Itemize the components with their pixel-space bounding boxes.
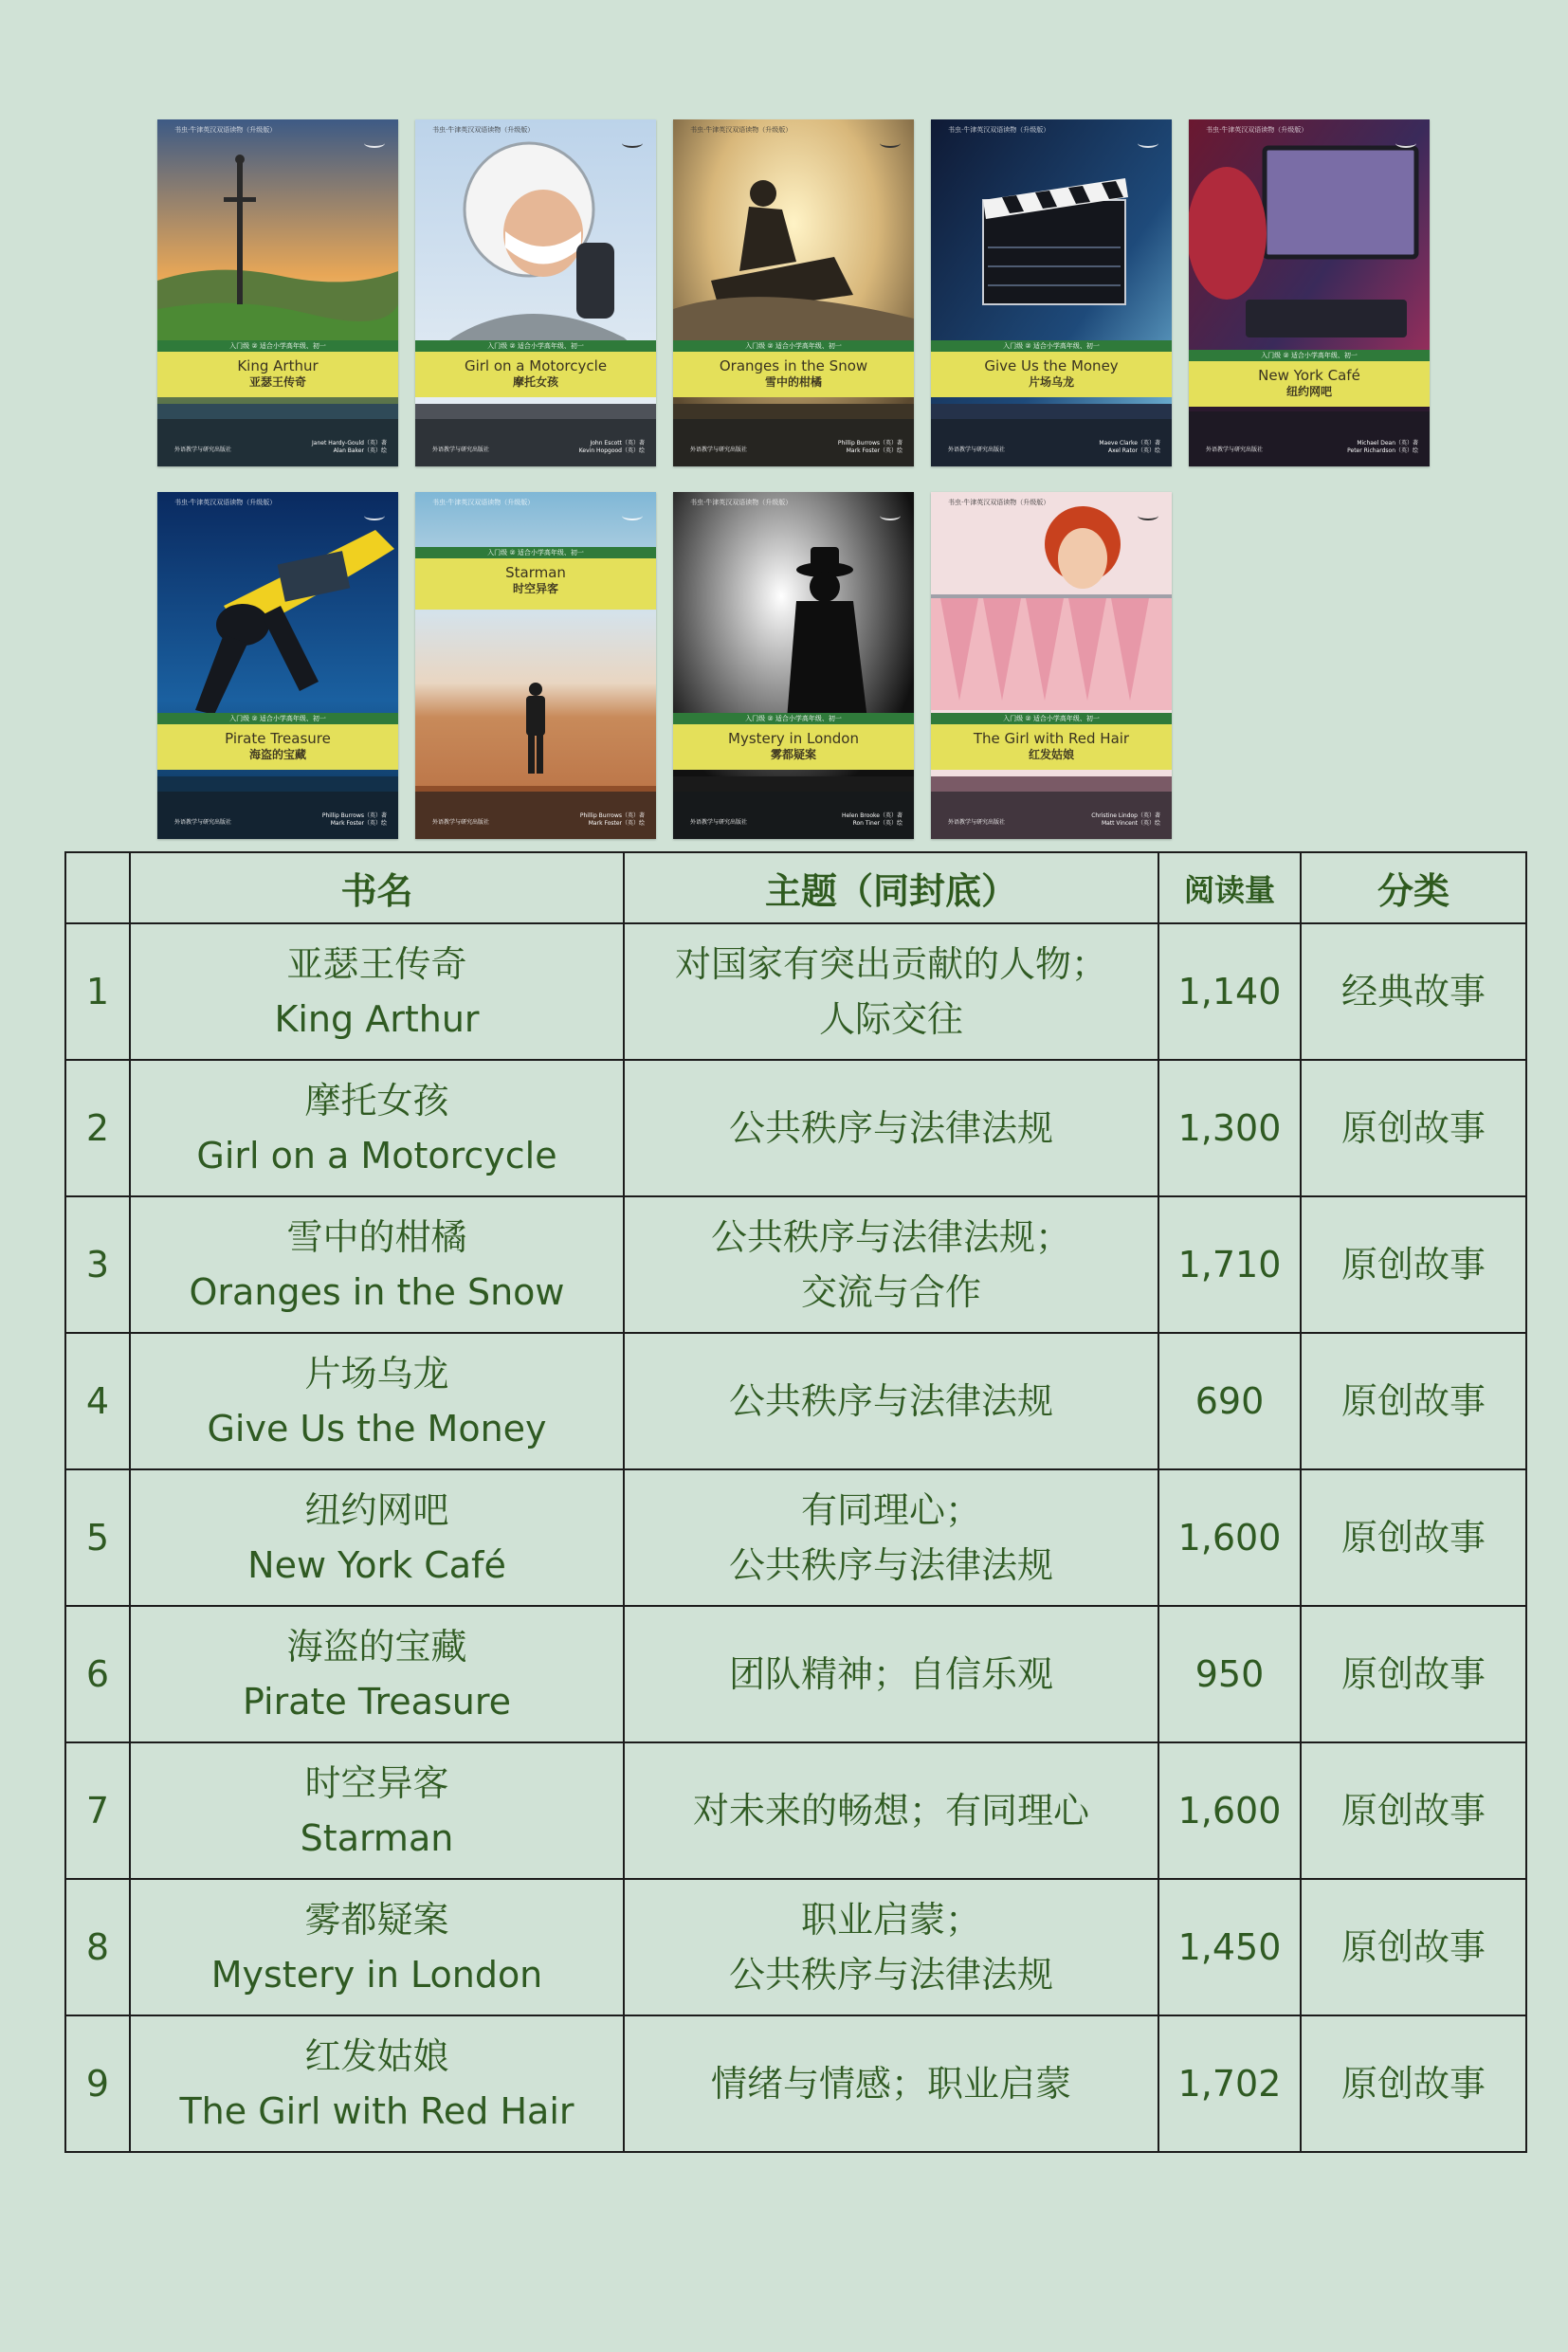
- book-title-en: The Girl with Red Hair: [179, 2090, 574, 2132]
- cover-level-strip: 入门级 ② 适合小学高年级、初一: [673, 713, 914, 724]
- cover-illustrator: Kevin Hopgood（英）绘: [578, 447, 645, 454]
- publisher-logo-icon: [622, 138, 643, 148]
- row-number: 6: [65, 1606, 130, 1742]
- cover-footer: [415, 419, 656, 466]
- book-title-zh: 雾都疑案: [304, 1899, 449, 1941]
- theme-line: 人际交往: [818, 998, 963, 1040]
- cover-title-band: [415, 558, 656, 610]
- cover-footer: [931, 419, 1172, 466]
- row-number: 5: [65, 1469, 130, 1606]
- book-title-zh: 摩托女孩: [304, 1080, 449, 1121]
- book-title-cell: [130, 1606, 624, 1742]
- table-row: [65, 1469, 1526, 1606]
- cover-title-zh: 片场乌龙: [1028, 375, 1074, 389]
- reads-cell: 1,450: [1158, 1879, 1301, 2015]
- theme-line: 对国家有突出贡献的人物；: [674, 943, 1107, 985]
- table-row: [65, 1333, 1526, 1469]
- cover-authors: [322, 812, 387, 828]
- cover-series-label: 书虫·牛津英汉双语读物（升级版）: [690, 499, 793, 506]
- cover-starman[interactable]: [415, 492, 656, 839]
- reads-cell: 1,710: [1158, 1196, 1301, 1333]
- publisher-logo-icon: [880, 511, 901, 520]
- cover-title-en: Pirate Treasure: [225, 730, 331, 747]
- theme-line: 公共秩序与法律法规: [728, 1544, 1053, 1586]
- cover-author: Maeve Clarke（英）著: [1099, 440, 1160, 447]
- cover-footer: [673, 419, 914, 466]
- cover-illustrator: Mark Foster（英）绘: [330, 820, 387, 827]
- cover-title-zh: 雪中的柑橘: [764, 375, 822, 389]
- cover-footer: [157, 792, 398, 839]
- cover-king-arthur[interactable]: [157, 119, 398, 466]
- publisher-logo-icon: [364, 511, 385, 520]
- header-theme: 主题（同封底）: [624, 852, 1158, 923]
- cover-title-band: [673, 724, 914, 770]
- cover-new-york-cafe[interactable]: [1189, 119, 1430, 466]
- cover-series-label: 书虫·牛津英汉双语读物（升级版）: [432, 499, 535, 506]
- book-title-zh: 时空异客: [304, 1762, 449, 1804]
- book-title-zh: 海盗的宝藏: [286, 1626, 467, 1668]
- cover-author: Phillip Burrows（英）著: [579, 812, 645, 819]
- cover-publisher: 外语教学与研究出版社: [432, 819, 490, 826]
- cover-publisher: 外语教学与研究出版社: [174, 447, 232, 453]
- cover-authors: [312, 440, 387, 455]
- theme-cell: [624, 1879, 1158, 2015]
- cover-illustrator: Peter Richardson（英）绘: [1347, 447, 1418, 454]
- cover-level-strip: 入门级 ② 适合小学高年级、初一: [415, 547, 656, 558]
- table-row: [65, 1879, 1526, 2015]
- cover-authors: [842, 812, 903, 828]
- row-number: 3: [65, 1196, 130, 1333]
- cover-give-us-the-money[interactable]: [931, 119, 1172, 466]
- theme-cell: [624, 1196, 1158, 1333]
- row-number: 8: [65, 1879, 130, 2015]
- category-cell: 原创故事: [1301, 1606, 1526, 1742]
- cover-title-en: Girl on a Motorcycle: [464, 357, 608, 374]
- cover-title-en: King Arthur: [237, 357, 319, 374]
- cover-title-en: Starman: [505, 564, 566, 581]
- table-header-row: [65, 852, 1526, 923]
- cover-series-label: 书虫·牛津英汉双语读物（升级版）: [174, 126, 277, 134]
- header-category: 分类: [1301, 852, 1526, 923]
- cover-author: Phillip Burrows（英）著: [837, 440, 903, 447]
- theme-line: 公共秩序与法律法规: [728, 1380, 1053, 1422]
- cover-art-diver: [157, 492, 398, 839]
- cover-title-zh: 纽约网吧: [1285, 385, 1332, 398]
- cover-level-strip: 入门级 ② 适合小学高年级、初一: [157, 340, 398, 352]
- reads-cell: 950: [1158, 1606, 1301, 1742]
- cover-art-red-haired-girl: [931, 492, 1172, 839]
- cover-publisher: 外语教学与研究出版社: [690, 819, 748, 826]
- book-title-cell: [130, 2015, 624, 2152]
- cover-level-strip: 入门级 ② 适合小学高年级、初一: [673, 340, 914, 352]
- header-reads: 阅读量: [1158, 852, 1301, 923]
- cover-authors: [838, 440, 903, 455]
- category-cell: 原创故事: [1301, 2015, 1526, 2152]
- book-title-en: Mystery in London: [210, 1954, 543, 1996]
- cover-oranges-in-the-snow[interactable]: [673, 119, 914, 466]
- cover-footer: [931, 792, 1172, 839]
- cover-art-clapperboard: [931, 119, 1172, 466]
- cover-illustrator: Alan Baker（英）绘: [333, 447, 387, 454]
- cover-title-zh: 雾都疑案: [770, 748, 816, 761]
- reads-cell: 1,300: [1158, 1060, 1301, 1196]
- book-title-cell: [130, 1469, 624, 1606]
- cover-girl-on-a-motorcycle[interactable]: [415, 119, 656, 466]
- category-cell: 经典故事: [1301, 923, 1526, 1060]
- category-cell: 原创故事: [1301, 1469, 1526, 1606]
- publisher-logo-icon: [1138, 138, 1158, 148]
- cover-publisher: 外语教学与研究出版社: [948, 819, 1006, 826]
- publisher-logo-icon: [622, 511, 643, 520]
- cover-authors: [1347, 440, 1418, 455]
- table-row: [65, 1196, 1526, 1333]
- category-cell: 原创故事: [1301, 1060, 1526, 1196]
- cover-series-label: 书虫·牛津英汉双语读物（升级版）: [948, 499, 1050, 506]
- theme-line: 对未来的畅想；有同理心: [692, 1790, 1089, 1832]
- category-cell: 原创故事: [1301, 1742, 1526, 1879]
- book-title-zh: 雪中的柑橘: [286, 1216, 467, 1258]
- cover-illustrator: Axel Rator（英）绘: [1108, 447, 1160, 454]
- cover-level-strip: 入门级 ② 适合小学高年级、初一: [157, 713, 398, 724]
- cover-level-strip: 入门级 ② 适合小学高年级、初一: [931, 340, 1172, 352]
- cover-authors: [579, 440, 645, 455]
- publisher-logo-icon: [1138, 511, 1158, 520]
- book-title-cell: [130, 1742, 624, 1879]
- theme-line: 公共秩序与法律法规: [728, 1954, 1053, 1996]
- cover-title-band: [415, 352, 656, 397]
- cover-footer: [673, 792, 914, 839]
- row-number: 7: [65, 1742, 130, 1879]
- theme-line: 公共秩序与法律法规；: [710, 1216, 1071, 1258]
- book-title-cell: [130, 923, 624, 1060]
- cover-art-silhouette-in-fog: [673, 492, 914, 839]
- book-title-cell: [130, 1879, 624, 2015]
- book-title-cell: [130, 1060, 624, 1196]
- cover-art-snowmobile: [673, 119, 914, 466]
- cover-level-strip: 入门级 ② 适合小学高年级、初一: [931, 713, 1172, 724]
- cover-title-band: [931, 724, 1172, 770]
- table-row: [65, 1060, 1526, 1196]
- row-number: 4: [65, 1333, 130, 1469]
- theme-line: 团队精神；自信乐观: [728, 1653, 1053, 1695]
- cover-title-zh: 摩托女孩: [512, 375, 558, 389]
- cover-title-band: [157, 724, 398, 770]
- book-title-en: Girl on a Motorcycle: [196, 1135, 557, 1176]
- book-title-cell: [130, 1333, 624, 1469]
- table-row: [65, 2015, 1526, 2152]
- cover-title-zh: 时空异客: [512, 582, 558, 595]
- cover-title-en: Mystery in London: [728, 730, 859, 747]
- cover-author: Janet Hardy-Gould（英）著: [312, 440, 387, 447]
- cover-author: Phillip Burrows（英）著: [321, 812, 387, 819]
- cover-pirate-treasure[interactable]: [157, 492, 398, 839]
- theme-cell: [624, 1742, 1158, 1879]
- cover-mystery-in-london[interactable]: [673, 492, 914, 839]
- cover-authors: [580, 812, 645, 828]
- cover-illustrator: Mark Foster（英）绘: [846, 447, 903, 454]
- cover-footer: [415, 792, 656, 839]
- book-title-zh: 亚瑟王传奇: [286, 943, 467, 985]
- publisher-logo-icon: [364, 138, 385, 148]
- cover-art-helmet-girl: [415, 119, 656, 466]
- book-title-en: New York Café: [247, 1544, 506, 1586]
- cover-series-label: 书虫·牛津英汉双语读物（升级版）: [174, 499, 277, 506]
- header-number: [65, 852, 130, 923]
- book-title-en: Give Us the Money: [207, 1408, 547, 1449]
- cover-series-label: 书虫·牛津英汉双语读物（升级版）: [1206, 126, 1308, 134]
- theme-line: 交流与合作: [800, 1271, 981, 1313]
- theme-line: 有同理心；: [800, 1489, 981, 1531]
- cover-author: Christine Lindop（英）著: [1091, 812, 1160, 819]
- theme-line: 情绪与情感；职业启蒙: [710, 2063, 1071, 2105]
- cover-author: Michael Dean（英）著: [1357, 440, 1418, 447]
- cover-art-sword-landscape: [157, 119, 398, 466]
- book-title-zh: 纽约网吧: [304, 1489, 449, 1531]
- book-title-en: King Arthur: [274, 998, 480, 1040]
- cover-footer: [1189, 411, 1430, 466]
- cover-title-en: The Girl with Red Hair: [973, 730, 1130, 747]
- cover-illustrator: Matt Vincent（英）绘: [1101, 820, 1160, 827]
- cover-publisher: 外语教学与研究出版社: [948, 447, 1006, 453]
- cover-publisher: 外语教学与研究出版社: [432, 447, 490, 453]
- cover-author: Helen Brooke（英）著: [841, 812, 903, 819]
- theme-cell: [624, 1060, 1158, 1196]
- cover-title-en: New York Café: [1258, 367, 1360, 384]
- publisher-logo-icon: [1395, 138, 1416, 148]
- cover-level-strip: 入门级 ② 适合小学高年级、初一: [415, 340, 656, 352]
- theme-line: 职业启蒙；: [800, 1899, 981, 1941]
- row-number: 1: [65, 923, 130, 1060]
- cover-publisher: 外语教学与研究出版社: [690, 447, 748, 453]
- row-number: 2: [65, 1060, 130, 1196]
- theme-line: 公共秩序与法律法规: [728, 1107, 1053, 1149]
- book-title-en: Oranges in the Snow: [189, 1271, 565, 1313]
- category-cell: 原创故事: [1301, 1196, 1526, 1333]
- cover-title-en: Give Us the Money: [984, 357, 1119, 374]
- reads-cell: 1,600: [1158, 1469, 1301, 1606]
- cover-title-band: [931, 352, 1172, 397]
- publisher-logo-icon: [880, 138, 901, 148]
- cover-title-band: [1189, 361, 1430, 407]
- table-row: [65, 1742, 1526, 1879]
- book-title-cell: [130, 1196, 624, 1333]
- cover-illustrator: Mark Foster（英）绘: [588, 820, 645, 827]
- book-title-en: Pirate Treasure: [242, 1681, 512, 1723]
- books-table: [64, 851, 1527, 2153]
- book-title-zh: 片场乌龙: [304, 1353, 449, 1395]
- category-cell: 原创故事: [1301, 1879, 1526, 2015]
- table-row: [65, 923, 1526, 1060]
- cover-authors: [1091, 812, 1160, 828]
- cover-title-en: Oranges in the Snow: [719, 357, 868, 374]
- reads-cell: 1,600: [1158, 1742, 1301, 1879]
- cover-publisher: 外语教学与研究出版社: [1206, 447, 1264, 453]
- cover-art-man-in-desert: [415, 492, 656, 839]
- category-cell: 原创故事: [1301, 1333, 1526, 1469]
- theme-cell: [624, 1333, 1158, 1469]
- cover-series-label: 书虫·牛津英汉双语读物（升级版）: [948, 126, 1050, 134]
- theme-cell: [624, 1606, 1158, 1742]
- cover-title-band: [673, 352, 914, 397]
- cover-series-label: 书虫·牛津英汉双语读物（升级版）: [432, 126, 535, 134]
- book-title-en: Starman: [300, 1817, 454, 1859]
- cover-illustrator: Ron Tiner（英）绘: [852, 820, 903, 827]
- theme-cell: [624, 2015, 1158, 2152]
- cover-title-zh: 红发姑娘: [1028, 748, 1074, 761]
- cover-level-strip: 入门级 ② 适合小学高年级、初一: [1189, 350, 1430, 361]
- cover-authors: [1099, 440, 1160, 455]
- book-title-zh: 红发姑娘: [304, 2035, 449, 2077]
- cover-title-band: [157, 352, 398, 397]
- cover-author: John Escott（英）著: [590, 440, 645, 447]
- cover-title-zh: 亚瑟王传奇: [248, 375, 306, 389]
- reads-cell: 690: [1158, 1333, 1301, 1469]
- book-covers-grid: [157, 119, 1431, 840]
- cover-the-girl-with-red-hair[interactable]: [931, 492, 1172, 839]
- table-row: [65, 1606, 1526, 1742]
- row-number: 9: [65, 2015, 130, 2152]
- reads-cell: 1,702: [1158, 2015, 1301, 2152]
- header-book-title: 书名: [130, 852, 624, 923]
- theme-cell: [624, 923, 1158, 1060]
- theme-cell: [624, 1469, 1158, 1606]
- cover-series-label: 书虫·牛津英汉双语读物（升级版）: [690, 126, 793, 134]
- cover-footer: [157, 419, 398, 466]
- cover-title-zh: 海盗的宝藏: [248, 748, 306, 761]
- reads-cell: 1,140: [1158, 923, 1301, 1060]
- cover-publisher: 外语教学与研究出版社: [174, 819, 232, 826]
